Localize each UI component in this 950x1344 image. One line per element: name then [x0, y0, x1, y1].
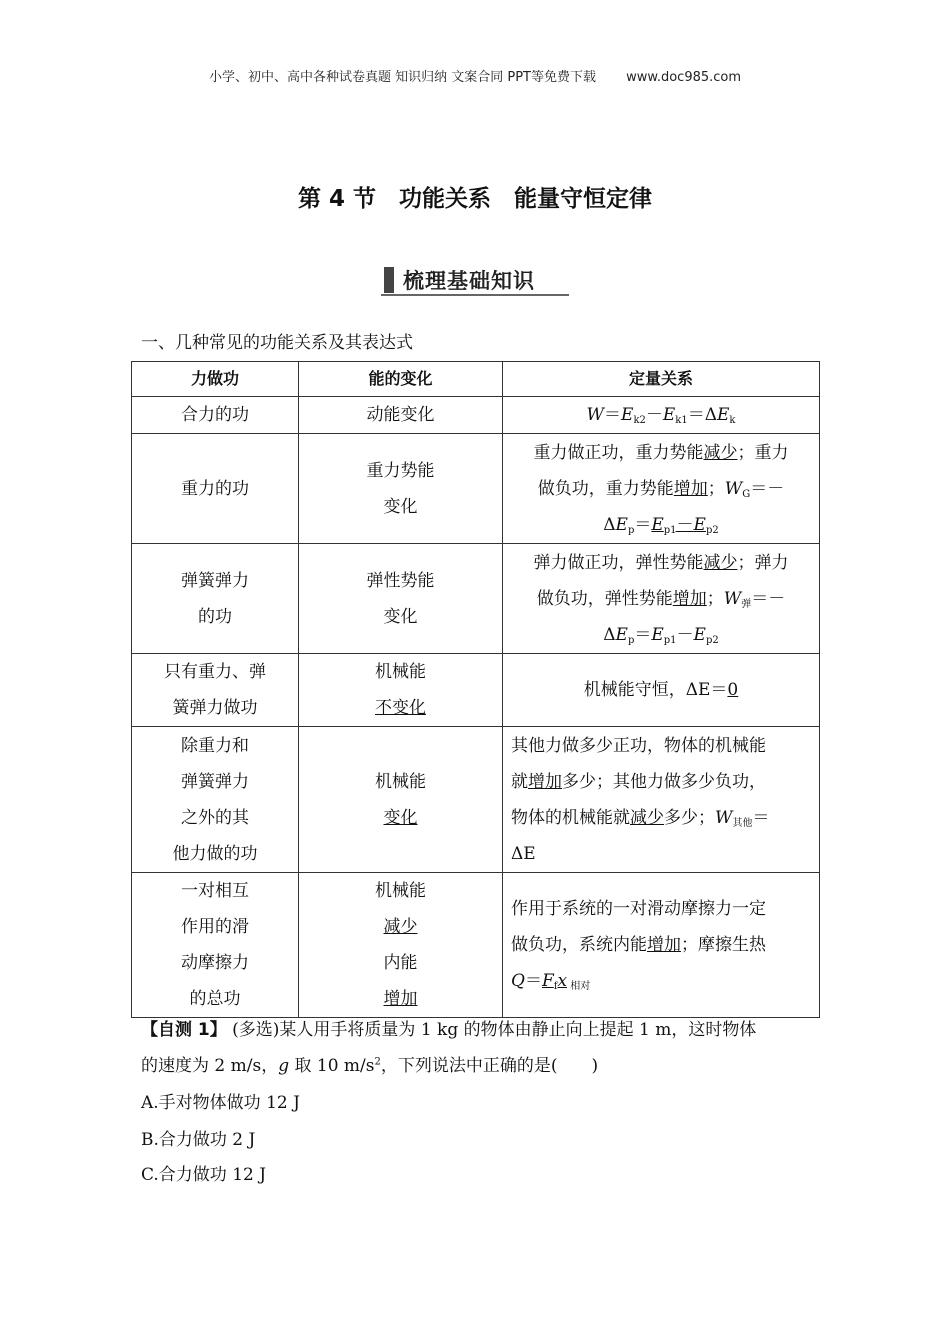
table-row: [132, 727, 820, 873]
badge-underline: [381, 294, 569, 296]
header-text: 小学、初中、高中各种试卷真题 知识归纳 文案合同 PPT等免费下载: [208, 70, 596, 85]
cell-relation: 作用于系统的一对滑动摩擦力一定 做负功，系统内能增加；摩擦生热 $Q=F_fx$ $_{相对}$: [503, 873, 820, 1018]
table-header-row: [132, 362, 820, 397]
cell-change: 机械能 变化: [299, 727, 503, 873]
cell-relation: 重力做正功，重力势能减少；重力 做负功，重力势能增加；$W_G=-$ $\Delta E_p=E_{p1}-E_{p2}$: [503, 434, 820, 544]
cell-change: 重力势能 变化: [299, 434, 503, 544]
cell-relation: 其他力做多少正功，物体的机械能 就增加多少；其他力做多少负功， 物体的机械能就减少多少；$W_{其他}=$ ΔE: [503, 727, 820, 873]
page-title: 第 4 节 功能关系 能量守恒定律: [297, 186, 653, 212]
table-row: [132, 397, 820, 434]
question-label: 【自测 1】: [141, 1020, 227, 1040]
page-header: [0, 66, 950, 85]
option-a[interactable]: A.手对物体做功 12 J: [141, 1093, 300, 1113]
work-energy-table: [131, 361, 820, 1018]
header-change: 能的变化: [299, 362, 503, 397]
table-row: [132, 873, 820, 1018]
section-badge: [381, 264, 569, 298]
question-stem-line2: 的速度为 2 m/s，g 取 10 $m/s^2$，下列说法中正确的是( ): [141, 1056, 599, 1076]
cell-relation: $W=E_{k2}-E_{k1}=\Delta E_k$: [503, 397, 820, 434]
question-stem: 【自测 1】 (多选)某人用手将质量为 1 kg 的物体由静止向上提起 1 m，这时物体: [141, 1020, 757, 1040]
badge-label: 梳理基础知识: [403, 269, 535, 293]
table-row: [132, 434, 820, 544]
question-tag: (多选): [232, 1020, 280, 1040]
cell-work: 重力的功: [132, 434, 299, 544]
cell-work: 只有重力、弹 簧弹力做功: [132, 654, 299, 727]
cell-relation: 机械能守恒，ΔE＝0: [503, 654, 820, 727]
cell-work: 弹簧弹力 的功: [132, 544, 299, 654]
table-row: [132, 544, 820, 654]
header-work: 力做功: [132, 362, 299, 397]
badge-bar-icon: [384, 267, 394, 293]
header-site-link[interactable]: www.doc985.com: [626, 70, 742, 85]
cell-work: 一对相互 作用的滑 动摩擦力 的总功: [132, 873, 299, 1018]
cell-change: 机械能 减少 内能 增加: [299, 873, 503, 1018]
option-b[interactable]: B.合力做功 2 J: [141, 1130, 256, 1150]
cell-relation: 弹力做正功，弹性势能减少；弹力 做负功，弹性势能增加；$W_弹=-$ $\Delta E_p=E_{p1}-E_{p2}$: [503, 544, 820, 654]
cell-work: 合力的功: [132, 397, 299, 434]
cell-change: 动能变化: [299, 397, 503, 434]
cell-work: 除重力和 弹簧弹力 之外的其 他力做的功: [132, 727, 299, 873]
section-heading: 一、几种常见的功能关系及其表达式: [141, 333, 413, 353]
cell-change: 弹性势能 变化: [299, 544, 503, 654]
header-relation: 定量关系: [503, 362, 820, 397]
option-c[interactable]: C.合力做功 12 J: [141, 1165, 267, 1185]
cell-change: 机械能 不变化: [299, 654, 503, 727]
table-row: [132, 654, 820, 727]
